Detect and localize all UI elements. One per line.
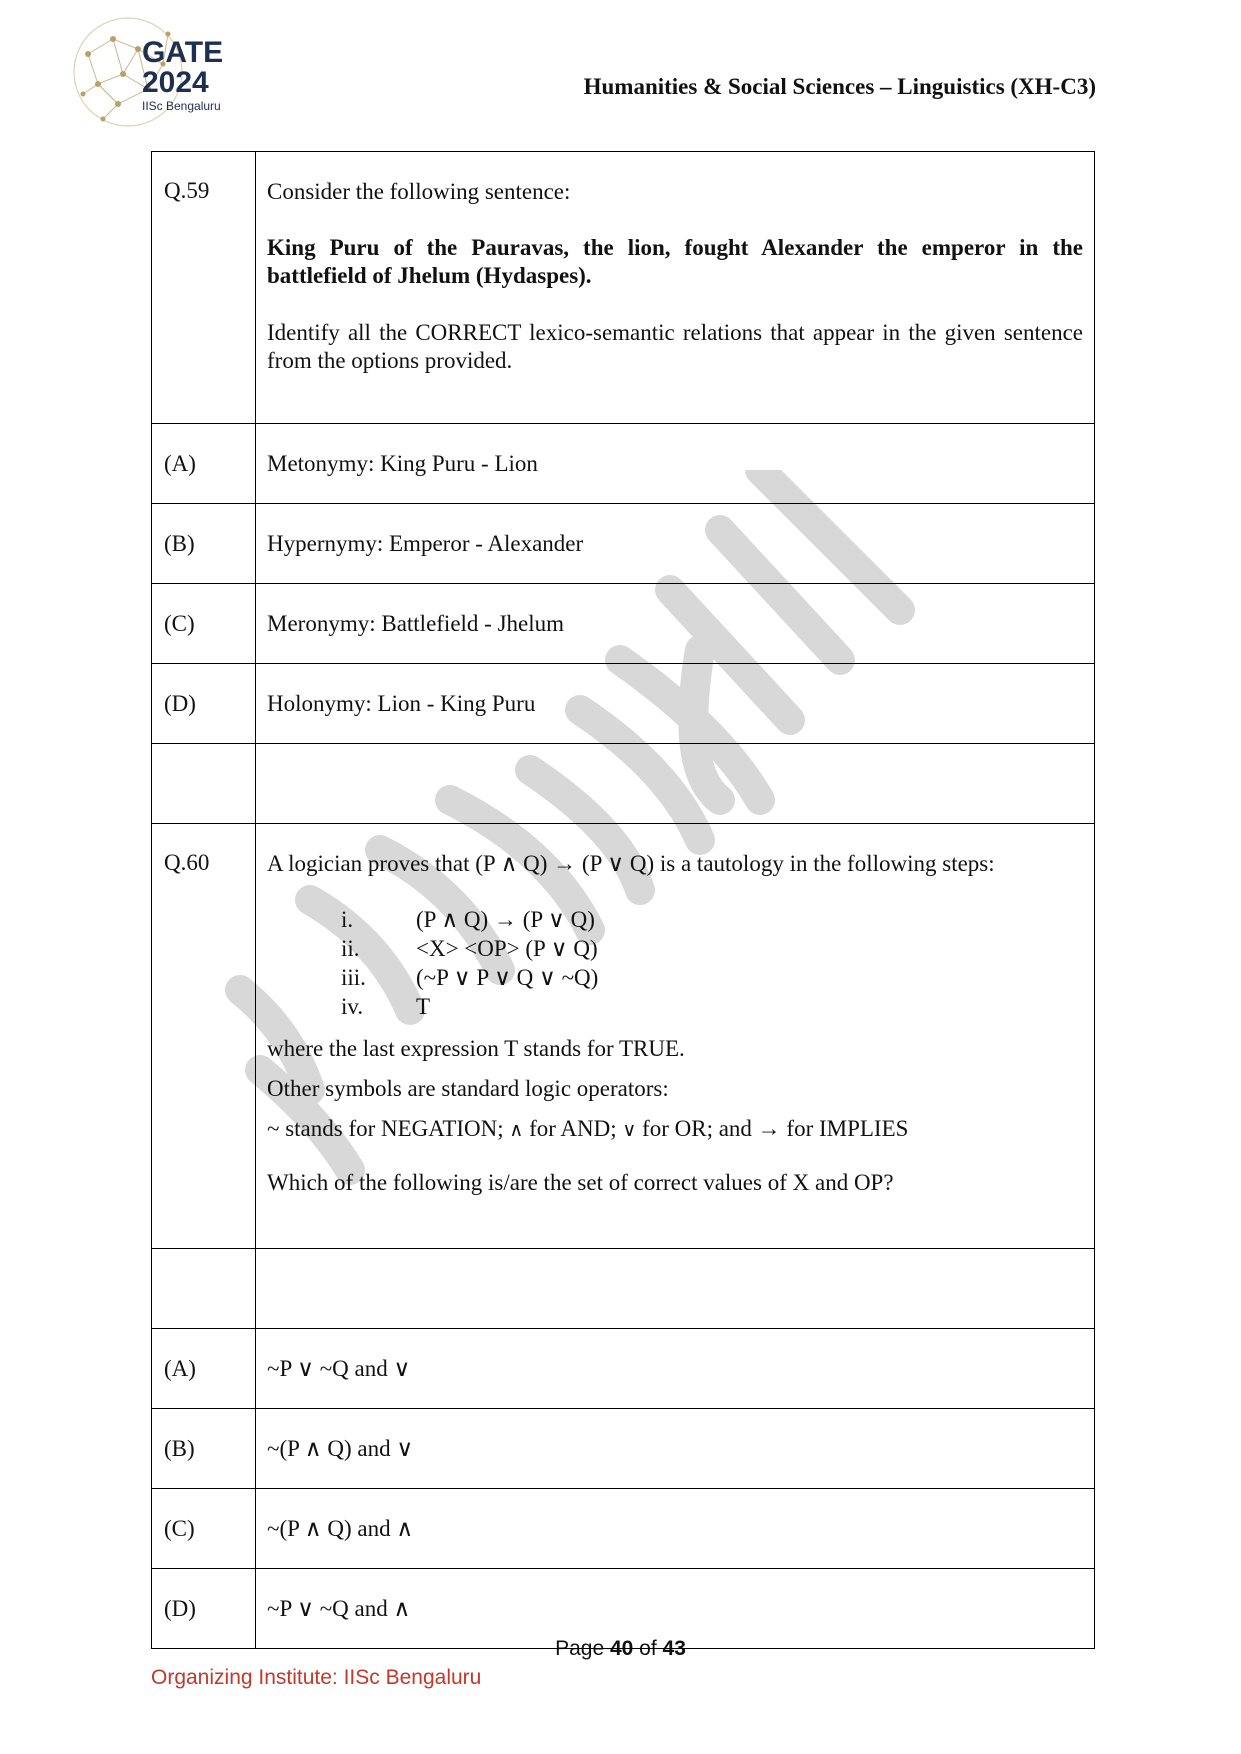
step-expression: T — [416, 994, 431, 1020]
question-number: Q.59 — [152, 152, 256, 424]
option-label: (C) — [152, 584, 256, 664]
svg-text:GATE: GATE — [142, 36, 224, 69]
option-row — [152, 504, 1095, 584]
option-text: Metonymy: King Puru - Lion — [256, 424, 1095, 504]
total-pages: 43 — [662, 1637, 686, 1660]
question-instruction: Identify all the CORRECT lexico-semantic relations that appear in the given sentence from the options provided. — [267, 320, 1083, 374]
option-row — [152, 1569, 1095, 1649]
option-text: ~(P ∧ Q) and ∨ — [256, 1409, 1095, 1489]
option-text: Holonymy: Lion - King Puru — [256, 664, 1095, 744]
option-row — [152, 1329, 1095, 1409]
proof-steps — [341, 905, 1083, 1021]
option-label: (B) — [152, 1409, 256, 1489]
note-true: where the last expression T stands for TRUE. — [267, 1036, 685, 1062]
svg-text:2024: 2024 — [142, 66, 209, 99]
paper-title: Humanities & Social Sciences – Linguistics (XH-C3) — [583, 74, 1096, 99]
question-intro: A logician proves that (P ∧ Q) → (P ∨ Q) is a tautology in the following steps: — [267, 851, 995, 876]
option-label: (A) — [152, 424, 256, 504]
step-expression: (P ∧ Q) → (P ∨ Q) — [416, 907, 595, 933]
organizing-institute: Organizing Institute: IISc Bengaluru — [151, 1666, 482, 1689]
and-symbol: ∧ — [509, 1119, 524, 1142]
option-row — [152, 424, 1095, 504]
option-label: (C) — [152, 1489, 256, 1569]
step-expression: (~P ∨ P ∨ Q ∨ ~Q) — [416, 965, 599, 991]
option-text: ~P ∨ ~Q and ∧ — [256, 1569, 1095, 1649]
option-text: Meronymy: Battlefield - Jhelum — [256, 584, 1095, 664]
step-numeral: iii. — [341, 965, 366, 991]
proof-step — [341, 963, 1083, 992]
option-label: (D) — [152, 664, 256, 744]
proof-step — [341, 992, 1083, 1021]
blank-row — [152, 1249, 1095, 1329]
step-numeral: ii. — [341, 936, 360, 962]
option-row — [152, 1409, 1095, 1489]
operator-legend: ~ stands for NEGATION; ∧ for AND; ∨ for OR; and → for IMPLIES — [267, 1116, 909, 1142]
proof-step — [341, 905, 1083, 934]
proof-step — [341, 934, 1083, 963]
question-number: Q.60 — [152, 824, 256, 1249]
svg-text:IISc Bengaluru: IISc Bengaluru — [142, 99, 221, 113]
question-prompt: Which of the following is/are the set of correct values of X and OP? — [267, 1170, 894, 1196]
option-text: Hypernymy: Emperor - Alexander — [256, 504, 1095, 584]
option-label: (B) — [152, 504, 256, 584]
example-sentence: King Puru of the Pauravas, the lion, fought Alexander the emperor in the battlefield of Jhelum (Hydaspes). — [267, 235, 1083, 289]
option-row — [152, 664, 1095, 744]
question-intro: Consider the following sentence: — [267, 179, 571, 204]
option-label: (A) — [152, 1329, 256, 1409]
question-row-q60 — [152, 824, 1095, 1249]
question-table — [151, 151, 1095, 1649]
or-symbol: ∨ — [622, 1119, 637, 1142]
current-page: 40 — [609, 1637, 634, 1660]
option-text: ~(P ∧ Q) and ∧ — [256, 1489, 1095, 1569]
step-numeral: iv. — [341, 994, 364, 1020]
gate-2024-logo — [68, 14, 238, 134]
question-row-q59 — [152, 152, 1095, 424]
note-operators: Other symbols are standard logic operators: — [267, 1076, 669, 1102]
question-stem — [256, 152, 1095, 424]
option-label: (D) — [152, 1569, 256, 1649]
option-text: ~P ∨ ~Q and ∨ — [256, 1329, 1095, 1409]
blank-row — [152, 744, 1095, 824]
step-expression: <X> <OP> (P ∨ Q) — [416, 936, 598, 962]
page-number: Page 40 of 43 — [555, 1637, 686, 1660]
option-row — [152, 584, 1095, 664]
step-numeral: i. — [341, 907, 354, 933]
negation-symbol: ~ — [267, 1116, 280, 1142]
question-stem — [256, 824, 1095, 1249]
option-row — [152, 1489, 1095, 1569]
